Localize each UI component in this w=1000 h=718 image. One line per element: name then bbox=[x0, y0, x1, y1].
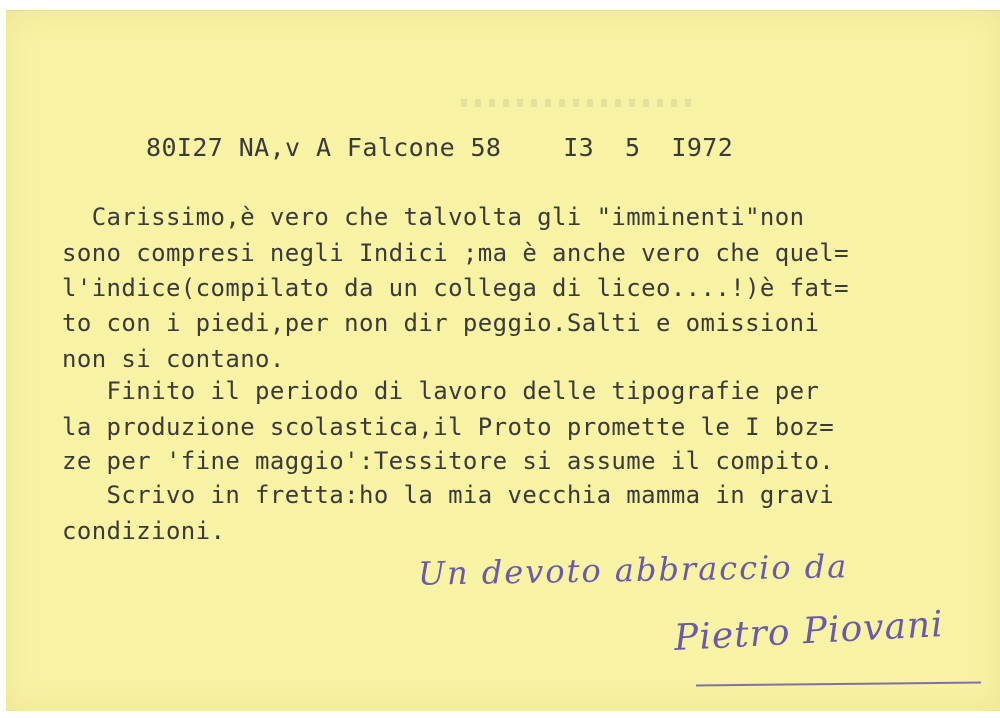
letter-header bbox=[146, 133, 733, 162]
body-line: ze per 'fine maggio':Tessitore si assume il compito. bbox=[62, 447, 835, 475]
body-line: non si contano. bbox=[62, 345, 285, 373]
body-line: sono compresi negli Indici ;ma è anche vero che quel= bbox=[62, 239, 850, 267]
body-line: l'indice(compilato da un collega di liceo....!)è fat= bbox=[62, 274, 850, 302]
body-line: to con i piedi,per non dir peggio.Salti e omissioni bbox=[62, 309, 820, 337]
ink-smudge bbox=[461, 99, 691, 107]
signature-underline bbox=[696, 682, 981, 687]
postcard bbox=[6, 10, 1000, 711]
sender-address: 80I27 NA,v A Falcone 58 bbox=[146, 133, 502, 162]
body-line: Finito il periodo di lavoro delle tipografie per bbox=[62, 377, 820, 405]
body-line: la produzione scolastica,il Proto promette le I boz= bbox=[62, 413, 835, 441]
body-line: condizioni. bbox=[62, 517, 226, 545]
handwritten-closing: Un devoto abbraccio da bbox=[417, 547, 849, 593]
letter-date: I3 5 I972 bbox=[563, 133, 734, 162]
body-line: Scrivo in fretta:ho la mia vecchia mamma in gravi bbox=[62, 481, 835, 509]
body-line: Carissimo,è vero che talvolta gli "imminenti"non bbox=[62, 203, 805, 231]
handwritten-signature: Pietro Piovani bbox=[673, 603, 945, 660]
